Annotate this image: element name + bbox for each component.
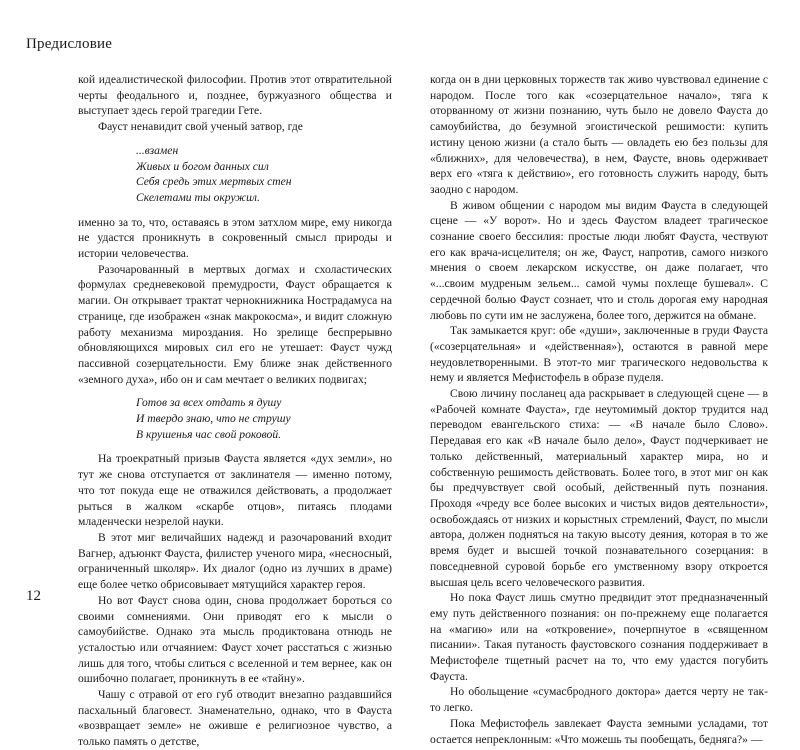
paragraph: Но пока Фауст лишь смутно предвидит этот предназначенный ему путь действенного познания: он по-прежнему еще полагается на «магию» или на «откровение», почерпнутое в «священном писании». Такая путаность фаустовского сознания поддерживает в Мефистофеле тщетный расчет на то, что ему удастся погубить Фауста. [430, 591, 768, 683]
verse-line: Готов за всех отдать я душу [136, 396, 282, 410]
verse-line: Живых и богом данных сил [136, 159, 269, 173]
paragraph: Чашу с отравой от его губ отводит внезапно раздавшийся пасхальный благовест. Знаменательно, однако, что в Фауста «возвращает земле» не оживше е религиозное чувство, а только память о детстве, [78, 688, 392, 749]
page-number: 12 [26, 588, 41, 604]
verse-line: ...взамен [136, 143, 179, 157]
paragraph: Но обольщение «сумасбродного доктора» дается черту не так-то легко. [430, 685, 768, 715]
verse-line: Скелетами ты окружил. [136, 190, 260, 204]
running-title: Предисловие [26, 36, 113, 52]
paragraph: когда он в дни церковных торжеств так живо чувствовал единение с народом. После того как «созерцательное начало», тяга к оторванному от жизни познанию, чуть было не довело Фауста до самоубийства, до безумной эгоистической решимости: купить истину ценою жизни (а стало быть — овладеть ею без пользы для «ближних», для человечества), в нем, Фаусте, вновь одерживает верх его «тяга к действию», его готовность служить народу, быть заодно с народом. [430, 73, 768, 196]
paragraph: Так замыкается круг: обе «души», заключенные в груди Фауста («созерцательная» и «действенная»), остаются в равной мере неудовлетворенными. В этот-то миг трагического недовольства к нему и является Мефистофель в образе пуделя. [430, 324, 768, 385]
paragraph: Разочарованный в мертвых догмах и схоластических формулах средневековой премудрости, Фауст обращается к магии. Он открывает трактат чернокнижника Нострадамуса на странице, где изображен «знак макрокосма», и видит сложную работу механизма мироздания. Но зрелище беспрерывно обновляющихся мировых сил его не утешает: Фауст чужд пассивной созерцательности. Ему ближе знак действенного «земного духа», ибо он и сам мечтает о великих подвигах; [78, 262, 392, 386]
paragraph: В живом общении с народом мы видим Фауста в следующей сцене — «У ворот». Но и здесь Фаустом владеет трагическое сознание своего бессилия: простые люди любят Фауста, чествуют его как врача-исцелителя; он же, Фауст, напротив, самого низкого мнения о своем лекарском искусстве, он даже полагает, что «...своим мудреным зельем... самой чумы похлеще бушевал». С сердечной болью Фауст сознает, что и столь дорогая ему народная любовь по сути им не заслужена, более того, держится на обмане. [430, 198, 768, 322]
paragraph: Но вот Фауст снова один, снова продолжает бороться со своими сомнениями. Они приводят его к мысли о самоубийстве. Однако эта мысль продиктована отнюдь не усталостью или отчаянием: Фауст хочет расстаться с жизнью лишь для того, чтобы слиться с вселенной и тем вернее, как он ошибочно полагает, проникнуть в ее «тайну». [78, 593, 392, 686]
paragraph: именно за то, что, оставаясь в этом затхлом мире, ему никогда не удастся проникнуть в сокровенный смысл природы и истории человечества. [78, 215, 392, 261]
verse-quote [136, 143, 392, 206]
verse-quote [136, 395, 392, 442]
paragraph: Фауст ненавидит свой ученый затвор, где [98, 120, 303, 134]
verse-line: В крушенья час свой роковой. [136, 427, 282, 441]
right-column [430, 72, 768, 747]
verse-line: Себя средь этих мертвых стен [136, 175, 292, 189]
paragraph: кой идеалистической философии. Против этот отвратительной черты феодального и, позднее, буржуазного общества и выступает здесь герой трагедии Гете. [78, 73, 392, 118]
left-column [78, 72, 392, 750]
paragraph: В этот миг величайших надежд и разочарований входит Вагнер, адъюнкт Фауста, филистер ученого мира, «несносный, ограниченный школяр». Их диалог (одно из лучших в драме) еще более четко обрисовывает мятущийся характер героя. [78, 530, 392, 592]
paragraph: На троекратный призыв Фауста является «дух земли», но тут же снова отступается от заклинателя — именно потому, что тот покуда еще не отважился действовать, а продолжает рыться в жалком «скарбе отцов», питаясь плодами младенчески незрелой науки. [78, 452, 392, 529]
paragraph: Пока Мефистофель завлекает Фауста земными усладами, тот остается непреклонным: «Что можешь ты пообещать, бедняга?» — [430, 716, 768, 746]
verse-line: И твердо знаю, что не струшу [136, 412, 291, 426]
paragraph: Свою личину посланец ада раскрывает в следующей сцене — в «Рабочей комнате Фауста», где неутомимый доктор трудится над переводом евангельского стиха: — «В начале было Слово». Передавая его как «В начале было дело», Фауст подчеркивает не только действенный, материальный характер мира, но и собственную решимость действовать. Более того, в этот миг он как бы предчувствует свой особый, действенный путь познания. Проходя «чреду все более высоких и чистых видов деятельности», освобождаясь от низких и корыстных стремлений, Фауст, по мысли автора, должен подняться на такую высоту деяния, которая в то же время будет и высшей точкой познавательного созерцания: в повседневной суровой борьбе его умственному взору откроется высшая цель всего человеческого развития. [430, 387, 768, 589]
